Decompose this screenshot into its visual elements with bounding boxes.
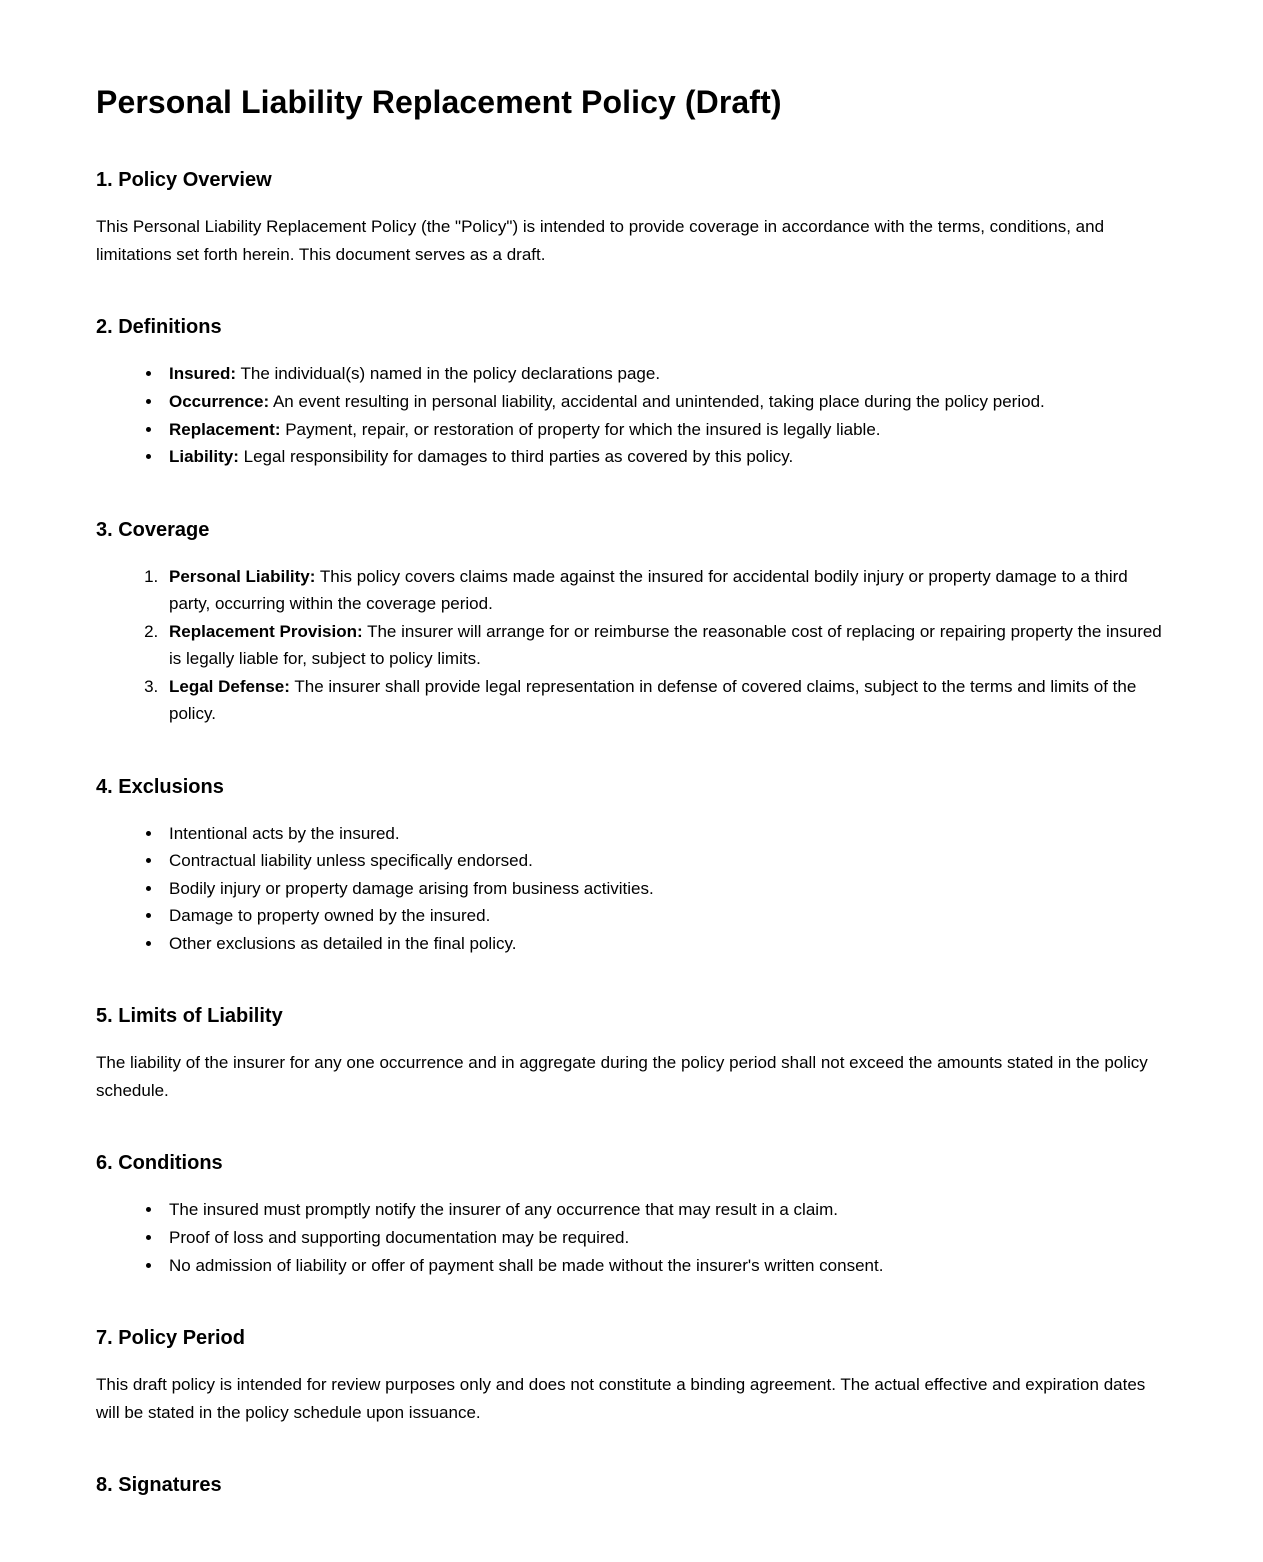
definition-term: Replacement:: [169, 419, 281, 439]
exclusions-list: [96, 800, 1167, 958]
list-item: [163, 563, 1167, 618]
definition-text: Payment, repair, or restoration of property for which the insured is legally liable.: [280, 419, 881, 439]
coverage-term: Legal Defense:: [169, 676, 290, 696]
definition-term: Insured:: [169, 364, 237, 384]
coverage-list: [96, 543, 1167, 728]
coverage-text: The insurer shall provide legal representation in defense of covered claims, subject to the terms and limits of the policy.: [169, 676, 1137, 724]
section-heading-coverage: 3. Coverage: [96, 518, 210, 541]
list-item: [163, 443, 1167, 471]
section-paragraph-policy-period: This draft policy is intended for review purposes only and does not constitute a binding agreement. The actual effective and expiration dates will be stated in the policy schedule upon issuance.: [96, 1375, 1146, 1422]
coverage-term: Replacement Provision:: [169, 621, 363, 641]
list-item: • Intentional acts by the insured.: [163, 820, 1167, 848]
section-heading-conditions: 6. Conditions: [96, 1152, 223, 1175]
definition-term: Occurrence:: [169, 391, 270, 411]
list-item: • The insured must promptly notify the insurer of any occurrence that may result in a claim.: [163, 1196, 1167, 1224]
list-item: • Other exclusions as detailed in the final policy.: [163, 930, 1167, 958]
page-title: Personal Liability Replacement Policy (Draft): [96, 84, 782, 120]
section-paragraph-policy-overview: This Personal Liability Replacement Policy (the "Policy") is intended to provide coverage in accordance with the terms, conditions, and limitations set forth herein. This document serves as a draft.: [96, 217, 1105, 264]
list-item: [163, 673, 1167, 728]
definition-text: An event resulting in personal liability, accidental and unintended, taking place during the policy period.: [269, 391, 1045, 411]
list-item: [163, 388, 1167, 416]
section-heading-definitions: 2. Definitions: [96, 316, 222, 339]
section-heading-policy-overview: 1. Policy Overview: [96, 169, 272, 192]
conditions-list: [96, 1176, 1167, 1279]
coverage-text: The insurer will arrange for or reimburse the reasonable cost of replacing or repairing property the insured is legally liable for, subject to policy limits.: [169, 621, 1162, 669]
section-heading-limits-of-liability: 5. Limits of Liability: [96, 1005, 283, 1028]
section-paragraph-limits-of-liability: The liability of the insurer for any one occurrence and in aggregate during the policy period shall not exceed the amounts stated in the policy schedule.: [96, 1053, 1148, 1100]
list-item: • Contractual liability unless specifically endorsed.: [163, 847, 1167, 875]
list-item: [163, 416, 1167, 444]
list-item: [163, 360, 1167, 388]
list-item: • Bodily injury or property damage arising from business activities.: [163, 875, 1167, 903]
definitions-list: [96, 340, 1167, 470]
section-heading-signatures: 8. Signatures: [96, 1474, 222, 1497]
definition-text: The individual(s) named in the policy declarations page.: [236, 364, 661, 384]
definition-text: Legal responsibility for damages to third parties as covered by this policy.: [238, 447, 794, 467]
list-item: • No admission of liability or offer of payment shall be made without the insurer's written consent.: [163, 1252, 1167, 1280]
coverage-term: Personal Liability:: [169, 566, 316, 586]
list-item: • Proof of loss and supporting documentation may be required.: [163, 1224, 1167, 1252]
coverage-text: This policy covers claims made against the insured for accidental bodily injury or property damage to a third party, occurring within the coverage period.: [169, 566, 1128, 614]
list-item: • Damage to property owned by the insured.: [163, 902, 1167, 930]
section-heading-exclusions: 4. Exclusions: [96, 775, 224, 798]
section-heading-policy-period: 7. Policy Period: [96, 1327, 245, 1350]
definition-term: Liability:: [169, 447, 239, 467]
list-item: [163, 618, 1167, 673]
